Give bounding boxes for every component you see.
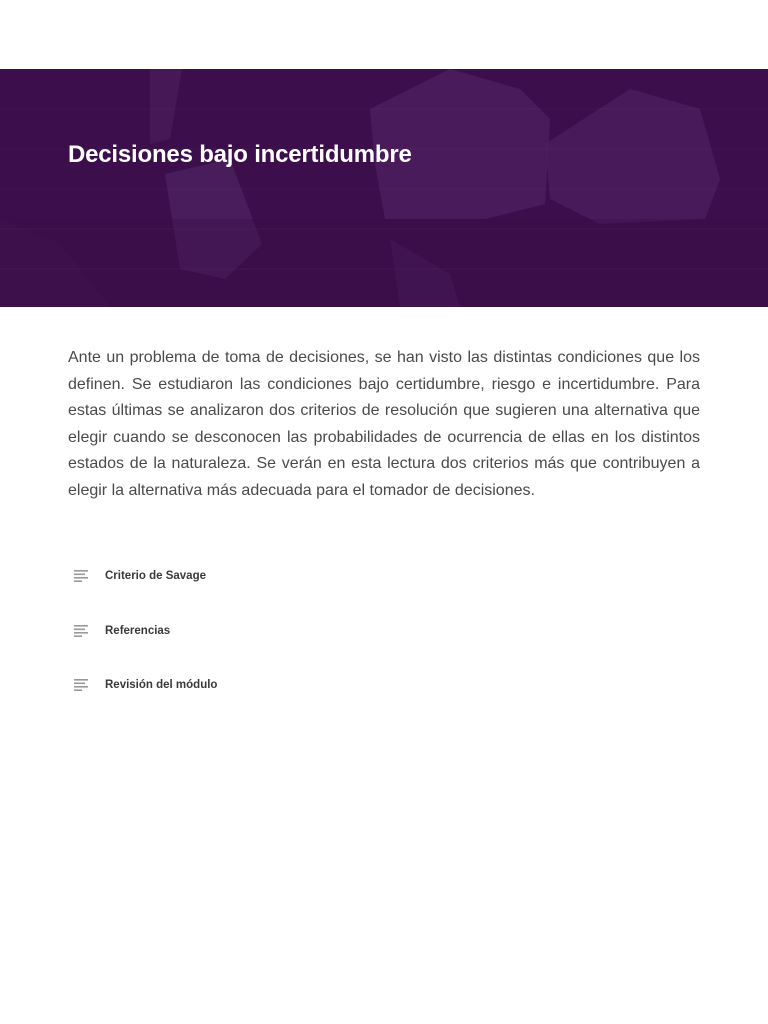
hero-banner: [0, 69, 768, 307]
page-title: Decisiones bajo incertidumbre: [68, 141, 412, 168]
intro-paragraph: Ante un problema de toma de decisiones, se han visto las distintas condiciones que los definen. Se estudiaron las condiciones bajo certidumbre, riesgo e incertidumbre. Para estas últimas se analizaron dos criterios de resolución que sugieren una alternativa que elegir cuando se desconocen las probabilidades de ocurrencia de ellas en los distintos estados de la naturaleza. Se verán en esta lectura dos criterios más que contribuyen a elegir la alternativa más adecuada para el tomador de decisiones.: [68, 349, 700, 499]
toc-item-label: Revisión del módulo: [105, 679, 218, 691]
top-spacer: [0, 0, 768, 69]
lines-icon: [74, 570, 90, 582]
toc-item-label: Referencias: [105, 624, 171, 637]
toc-item-criterio-de-savage[interactable]: [74, 562, 474, 590]
toc-item-label: Criterio de Savage: [105, 570, 206, 582]
hero-background-image: [0, 69, 768, 307]
lines-icon: [74, 625, 90, 637]
table-of-contents: [74, 562, 474, 726]
toc-item-referencias[interactable]: [74, 617, 474, 645]
lines-icon: [74, 679, 90, 691]
toc-item-revision-del-modulo[interactable]: [74, 671, 474, 699]
